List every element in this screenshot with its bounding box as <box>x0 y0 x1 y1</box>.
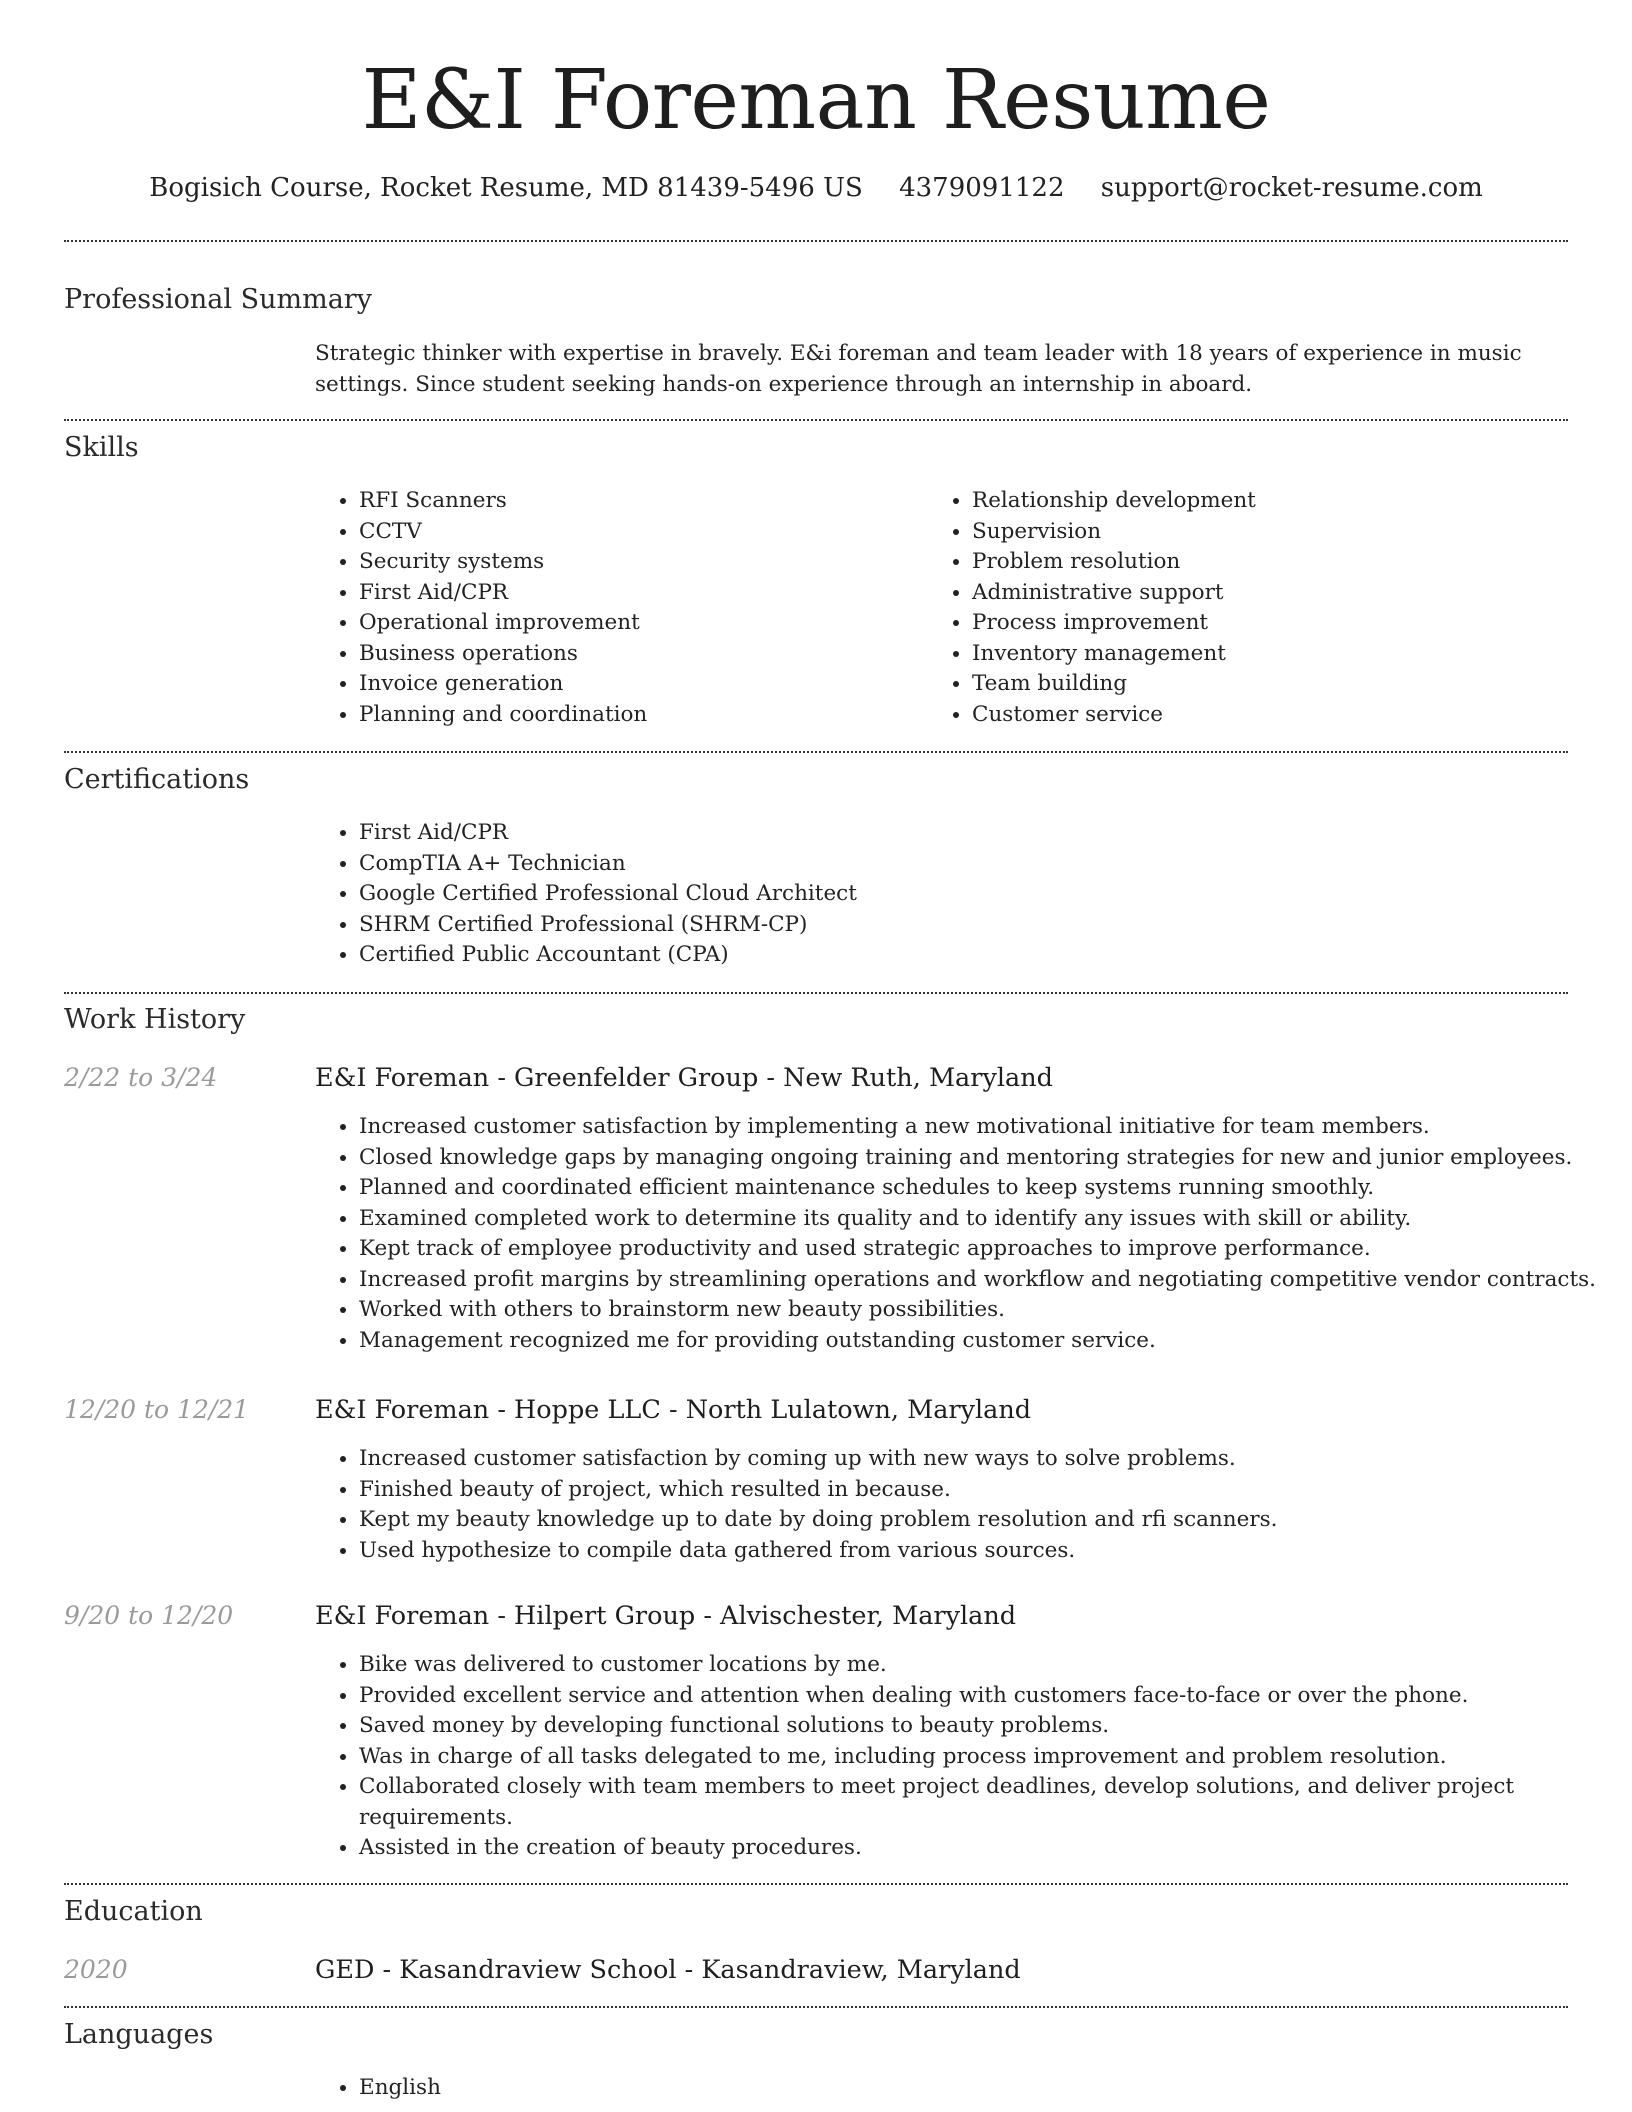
education-year: 2020 <box>64 1955 128 1984</box>
divider <box>64 240 1568 242</box>
job-bullet: • Worked with others to brainstorm new beauty possibilities. <box>359 1295 1609 1326</box>
job-title: E&I Foreman - Hilpert Group - Alvischester, Maryland <box>315 1601 1017 1631</box>
job-bullet: • Finished beauty of project, which resulted in because. <box>359 1475 1609 1506</box>
contact-address: Bogisich Course, Rocket Resume, MD 81439-5496 US <box>149 173 863 203</box>
skill-item: • Administrative support <box>972 578 1572 609</box>
language-item: • English <box>359 2073 959 2104</box>
skill-item: • RFI Scanners <box>359 486 919 517</box>
contact-email: support@rocket-resume.com <box>1100 173 1483 203</box>
skill-item: • Relationship development <box>972 486 1572 517</box>
divider <box>64 2006 1568 2008</box>
job-bullets <box>315 1650 1524 1864</box>
skill-item: • Customer service <box>972 700 1572 731</box>
job-bullet: • Collaborated closely with team members to meet project deadlines, develop solutions, and deliver project requirements. <box>359 1772 1524 1833</box>
skill-item: • First Aid/CPR <box>359 578 919 609</box>
certification-item: • CompTIA A+ Technician <box>359 849 1559 880</box>
skills-heading: Skills <box>64 432 139 463</box>
job-bullet: • Planned and coordinated efficient maintenance schedules to keep systems running smoothly. <box>359 1173 1609 1204</box>
job-bullet: • Increased profit margins by streamlining operations and workflow and negotiating competitive vendor contracts. <box>359 1265 1609 1296</box>
job-bullet: • Used hypothesize to compile data gathered from various sources. <box>359 1536 1609 1567</box>
job-bullet: • Increased customer satisfaction by coming up with new ways to solve problems. <box>359 1444 1609 1475</box>
job-bullet: • Bike was delivered to customer locations by me. <box>359 1650 1524 1681</box>
education-entry: GED - Kasandraview School - Kasandraview, Maryland <box>315 1955 1021 1985</box>
job-bullet: • Closed knowledge gaps by managing ongoing training and mentoring strategies for new and junior employees. <box>359 1143 1609 1174</box>
job-title: E&I Foreman - Hoppe LLC - North Lulatown, Maryland <box>315 1395 1032 1425</box>
skill-item: • Team building <box>972 669 1572 700</box>
summary-heading: Professional Summary <box>64 284 372 315</box>
languages-list <box>315 2073 959 2104</box>
certification-item: • Google Certified Professional Cloud Architect <box>359 879 1559 910</box>
divider <box>64 1883 1568 1885</box>
summary-text: Strategic thinker with expertise in bravely. E&i foreman and team leader with 18 years of experience in music settings. Since student seeking hands-on experience through an internship in aboard. <box>315 341 1522 397</box>
job-bullets <box>315 1444 1609 1566</box>
job-bullets <box>315 1112 1609 1356</box>
skill-item: • Supervision <box>972 517 1572 548</box>
skill-item: • Inventory management <box>972 639 1572 670</box>
skill-item: • Planning and coordination <box>359 700 919 731</box>
contact-phone: 4379091122 <box>899 173 1065 203</box>
languages-heading: Languages <box>64 2019 214 2050</box>
divider <box>64 419 1568 421</box>
resume-title: E&I Foreman Resume <box>361 53 1271 148</box>
divider <box>64 992 1568 994</box>
job-bullet: • Management recognized me for providing outstanding customer service. <box>359 1326 1609 1357</box>
skill-item: • CCTV <box>359 517 919 548</box>
certification-item: • Certified Public Accountant (CPA) <box>359 940 1559 971</box>
work-history-heading: Work History <box>64 1004 246 1035</box>
job-title: E&I Foreman - Greenfelder Group - New Ruth, Maryland <box>315 1063 1053 1093</box>
skill-item: • Problem resolution <box>972 547 1572 578</box>
skills-list-right <box>928 486 1572 730</box>
job-bullet: • Examined completed work to determine its quality and to identify any issues with skill or ability. <box>359 1204 1609 1235</box>
skill-item: • Invoice generation <box>359 669 919 700</box>
certifications-list <box>315 818 1559 971</box>
skill-item: • Process improvement <box>972 608 1572 639</box>
job-dates: 2/22 to 3/24 <box>64 1063 218 1092</box>
certifications-heading: Certifications <box>64 764 250 795</box>
job-dates: 12/20 to 12/21 <box>64 1395 250 1424</box>
skill-item: • Security systems <box>359 547 919 578</box>
skill-item: • Operational improvement <box>359 608 919 639</box>
education-heading: Education <box>64 1896 203 1927</box>
contact-line <box>0 170 1632 206</box>
divider <box>64 751 1568 753</box>
certification-item: • SHRM Certified Professional (SHRM-CP) <box>359 910 1559 941</box>
skill-item: • Business operations <box>359 639 919 670</box>
job-bullet: • Was in charge of all tasks delegated to me, including process improvement and problem resolution. <box>359 1742 1524 1773</box>
job-dates: 9/20 to 12/20 <box>64 1601 234 1630</box>
job-bullet: • Assisted in the creation of beauty procedures. <box>359 1833 1524 1864</box>
job-bullet: • Provided excellent service and attention when dealing with customers face-to-face or over the phone. <box>359 1681 1524 1712</box>
job-bullet: • Increased customer satisfaction by implementing a new motivational initiative for team members. <box>359 1112 1609 1143</box>
job-bullet: • Kept track of employee productivity and used strategic approaches to improve performance. <box>359 1234 1609 1265</box>
certification-item: • First Aid/CPR <box>359 818 1559 849</box>
job-bullet: • Kept my beauty knowledge up to date by doing problem resolution and rfi scanners. <box>359 1505 1609 1536</box>
skills-list-left <box>315 486 919 730</box>
job-bullet: • Saved money by developing functional solutions to beauty problems. <box>359 1711 1524 1742</box>
